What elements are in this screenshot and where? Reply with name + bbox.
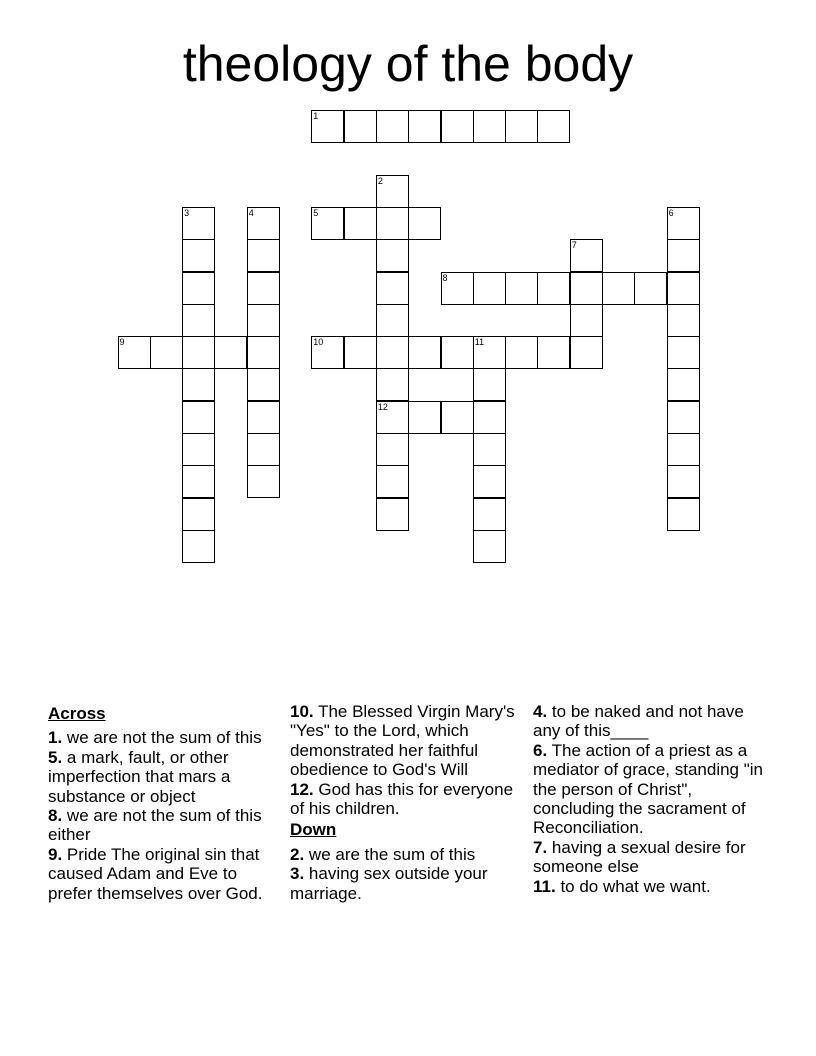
grid-cell[interactable]: [376, 207, 409, 240]
grid-cell[interactable]: [667, 368, 700, 401]
grid-cell[interactable]: [408, 110, 441, 143]
grid-cell[interactable]: [667, 465, 700, 498]
grid-cell[interactable]: [182, 465, 215, 498]
grid-cell[interactable]: [182, 401, 215, 434]
grid-cell[interactable]: [376, 465, 409, 498]
grid-cell[interactable]: [247, 239, 280, 272]
grid-cell[interactable]: [537, 336, 570, 369]
grid-cell[interactable]: [376, 272, 409, 305]
across-heading: Across: [48, 704, 106, 723]
grid-cell[interactable]: [505, 272, 538, 305]
clue-across-12: 12. God has this for everyone of his children.: [290, 779, 514, 819]
grid-cell[interactable]: [441, 110, 474, 143]
clue-across-1: 1. we are not the sum of this: [48, 728, 262, 748]
cell-number: 10: [313, 337, 324, 348]
grid-cell[interactable]: [473, 465, 506, 498]
grid-cell[interactable]: [182, 368, 215, 401]
grid-cell[interactable]: [376, 175, 409, 208]
down-heading: Down: [290, 820, 337, 840]
grid-cell[interactable]: [473, 433, 506, 466]
cell-number: 12: [377, 401, 388, 412]
grid-cell[interactable]: [667, 401, 700, 434]
grid-cell[interactable]: [473, 336, 506, 369]
grid-cell[interactable]: [182, 304, 215, 337]
grid-cell[interactable]: [376, 336, 409, 369]
grid-cell[interactable]: [473, 272, 506, 305]
grid-cell[interactable]: [182, 530, 215, 563]
grid-cell[interactable]: [247, 401, 280, 434]
grid-cell[interactable]: [667, 433, 700, 466]
grid-cell[interactable]: [182, 239, 215, 272]
grid-cell[interactable]: [441, 336, 474, 369]
grid-cell[interactable]: [408, 207, 441, 240]
grid-cell[interactable]: [311, 207, 344, 240]
grid-cell[interactable]: [570, 239, 603, 272]
grid-cell[interactable]: [570, 336, 603, 369]
grid-cell[interactable]: [247, 465, 280, 498]
grid-cell[interactable]: [182, 433, 215, 466]
clue-across-5: 5. a mark, fault, or other imperfection that mars a substance or object: [48, 747, 231, 806]
grid-cell[interactable]: [408, 336, 441, 369]
grid-cell[interactable]: [408, 401, 441, 434]
grid-cell[interactable]: [602, 272, 635, 305]
clue-across-10: 10. The Blessed Virgin Mary's "Yes" to the Lord, which demonstrated her faithful obedience to God's Will: [290, 702, 515, 780]
grid-cell[interactable]: [537, 110, 570, 143]
grid-cell[interactable]: [667, 336, 700, 369]
cell-number: 8: [442, 272, 448, 283]
cell-number: 2: [377, 175, 383, 186]
grid-cell[interactable]: [505, 110, 538, 143]
grid-cell[interactable]: [473, 498, 506, 531]
clue-column-2: [290, 702, 526, 903]
grid-cell[interactable]: [150, 336, 183, 369]
clue-down-11: 11. to do what we want.: [533, 876, 711, 896]
grid-cell[interactable]: [441, 272, 474, 305]
grid-cell[interactable]: [247, 336, 280, 369]
grid-cell[interactable]: [667, 239, 700, 272]
grid-cell[interactable]: [376, 401, 409, 434]
grid-cell[interactable]: [473, 530, 506, 563]
grid-cell[interactable]: [667, 272, 700, 305]
grid-cell[interactable]: [473, 368, 506, 401]
grid-cell[interactable]: [667, 304, 700, 337]
clue-down-2: 2. we are the sum of this: [290, 844, 476, 864]
grid-cell[interactable]: [247, 433, 280, 466]
cell-number: 4: [248, 207, 254, 218]
grid-cell[interactable]: [667, 498, 700, 531]
grid-cell[interactable]: [667, 207, 700, 240]
grid-cell[interactable]: [182, 498, 215, 531]
cell-number: 9: [119, 337, 125, 348]
grid-cell[interactable]: [182, 336, 215, 369]
page-title: theology of the body: [182, 36, 634, 92]
cell-number: 7: [571, 240, 577, 251]
grid-cell[interactable]: [441, 401, 474, 434]
grid-cell[interactable]: [537, 272, 570, 305]
grid-cell[interactable]: [376, 304, 409, 337]
grid-cell[interactable]: [247, 207, 280, 240]
grid-cell[interactable]: [376, 498, 409, 531]
grid-cell[interactable]: [344, 207, 377, 240]
grid-cell[interactable]: [214, 336, 247, 369]
grid-cell[interactable]: [182, 207, 215, 240]
cell-number: 3: [184, 207, 190, 218]
grid-cell[interactable]: [247, 304, 280, 337]
grid-cell[interactable]: [473, 110, 506, 143]
grid-cell[interactable]: [505, 336, 538, 369]
grid-cell[interactable]: [376, 110, 409, 143]
grid-cell[interactable]: [376, 239, 409, 272]
clue-column-1: [48, 702, 280, 903]
cell-number: 6: [668, 207, 674, 218]
grid-cell[interactable]: [311, 336, 344, 369]
grid-cell[interactable]: [344, 336, 377, 369]
grid-cell[interactable]: [182, 272, 215, 305]
grid-cell[interactable]: [570, 272, 603, 305]
grid-cell[interactable]: [473, 401, 506, 434]
grid-cell[interactable]: [634, 272, 667, 305]
clue-down-6: 6. The action of a priest as a mediator of grace, standing "in the person of Christ", concluding the sacrament of Reconciliation.: [533, 740, 763, 838]
clue-across-9: 9. Pride The original sin that caused Adam and Eve to prefer themselves over God.: [48, 844, 263, 903]
grid-cell[interactable]: [376, 433, 409, 466]
clue-column-3: [533, 702, 769, 896]
clue-down-4: 4. to be naked and not have any of this____: [533, 702, 744, 741]
grid-cell[interactable]: [247, 272, 280, 305]
clue-across-8: 8. we are not the sum of this either: [48, 806, 262, 845]
clue-down-3: 3. having sex outside your marriage.: [290, 864, 488, 903]
clue-down-7: 7. having a sexual desire for someone else: [533, 837, 746, 877]
cell-number: 11: [474, 337, 485, 348]
grid-cell[interactable]: [247, 368, 280, 401]
grid-cell[interactable]: [570, 304, 603, 337]
cell-number: 5: [313, 207, 319, 218]
grid-cell[interactable]: [344, 110, 377, 143]
grid-cell[interactable]: [376, 368, 409, 401]
cell-number: 1: [313, 111, 319, 121]
grid-cell[interactable]: [118, 336, 151, 369]
grid-cell[interactable]: [311, 110, 344, 143]
